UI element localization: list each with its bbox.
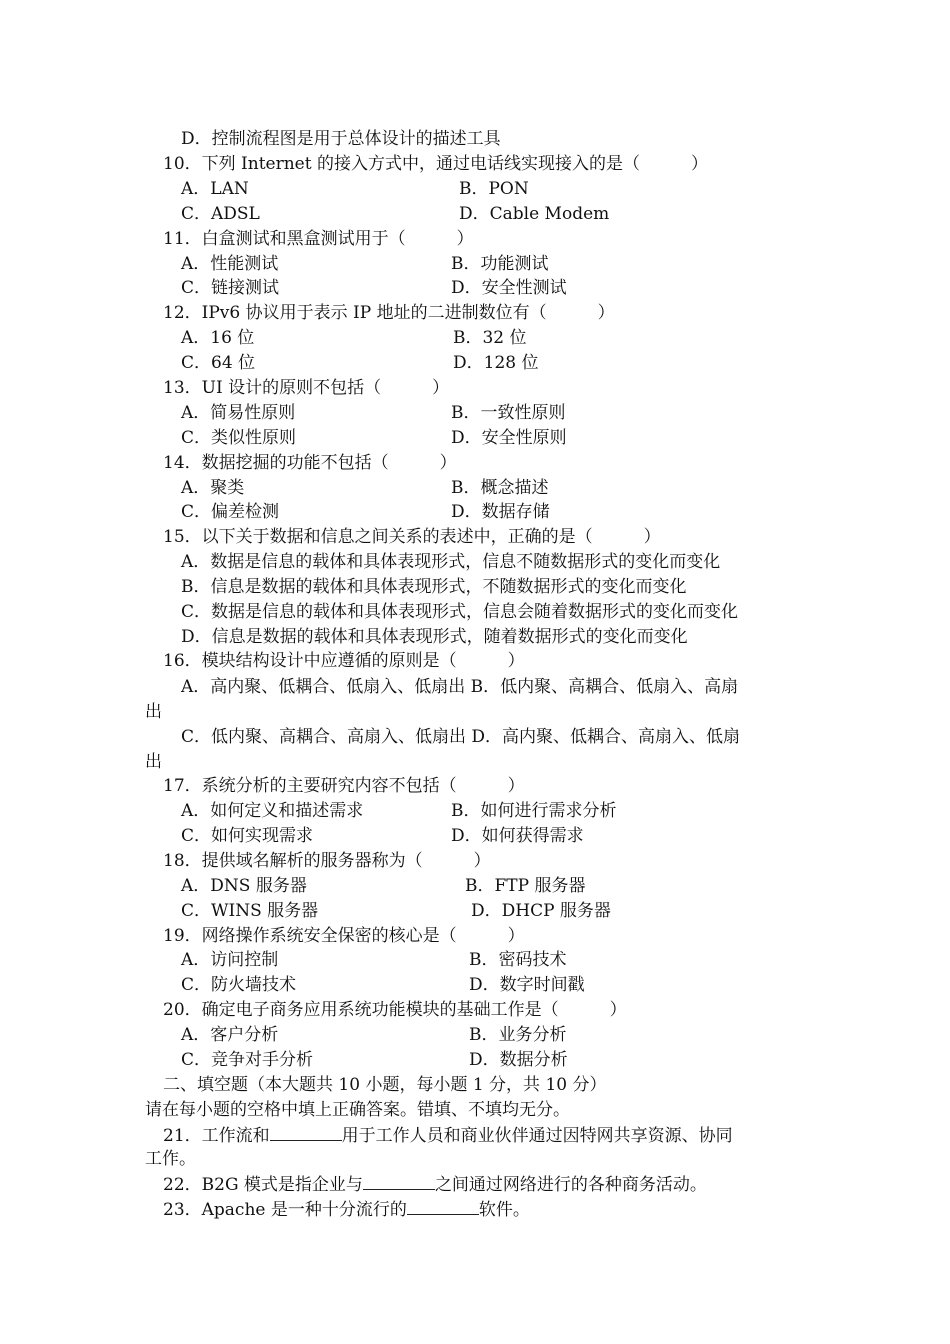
q19-stem: 19．网络操作系统安全保密的核心是（ ） [163, 926, 525, 946]
q11-option-a: A．性能测试 [181, 254, 279, 274]
q16-stem: 16．模块结构设计中应遵循的原则是（ ） [163, 651, 525, 671]
q19-option-c: C．防火墙技术 [181, 975, 297, 995]
q20-option-c: C．竞争对手分析 [181, 1050, 314, 1070]
q21-text-before: 21．工作流和 [163, 1126, 270, 1146]
q11-option-b: B．功能测试 [451, 254, 549, 274]
q14-option-c: C．偏差检测 [181, 502, 280, 522]
q17-option-a: A．如何定义和描述需求 [181, 801, 364, 821]
q19-option-d: D．数字时间戳 [469, 975, 585, 995]
q18-option-a: A．DNS 服务器 [181, 876, 307, 896]
q18-option-d: D．DHCP 服务器 [471, 901, 611, 921]
q17-stem: 17．系统分析的主要研究内容不包括（ ） [163, 776, 525, 796]
q17-option-d: D．如何获得需求 [451, 826, 584, 846]
q15-option-a: A．数据是信息的载体和具体表现形式，信息不随数据形式的变化而变化 [181, 552, 721, 572]
q22-line [163, 1173, 707, 1196]
q13-option-d: D．安全性原则 [451, 428, 567, 448]
q20-option-a: A．客户分析 [181, 1025, 279, 1045]
q19-option-a: A．访问控制 [181, 950, 279, 970]
q14-stem: 14．数据挖掘的功能不包括（ ） [163, 453, 457, 473]
q16-options-ab: A．高内聚、低耦合、低扇入、低扇出 B．低内聚、高耦合、低扇入、高扇 [181, 677, 739, 697]
q23-text-before: 23．Apache 是一种十分流行的 [163, 1200, 407, 1220]
q21-line [163, 1124, 733, 1147]
q10-option-b: B．PON [459, 179, 529, 199]
q16-options-cd: C．低内聚、高耦合、高扇入、低扇出 D．高内聚、低耦合、高扇入、低扇 [181, 727, 741, 747]
q20-option-d: D．数据分析 [469, 1050, 568, 1070]
q13-option-a: A．简易性原则 [181, 403, 296, 423]
q14-option-a: A．聚类 [181, 478, 245, 498]
q13-option-b: B．一致性原则 [451, 403, 566, 423]
section-two-instruction: 请在每小题的空格中填上正确答案。错填、不填均无分。 [145, 1100, 570, 1120]
q12-option-b: B．32 位 [453, 328, 527, 348]
q14-option-d: D．数据存储 [451, 502, 550, 522]
q10-option-c: C．ADSL [181, 204, 260, 224]
q12-option-c: C．64 位 [181, 353, 256, 373]
q18-stem: 18．提供域名解析的服务器称为（ ） [163, 851, 491, 871]
q12-option-a: A．16 位 [181, 328, 255, 348]
q11-option-c: C．链接测试 [181, 278, 280, 298]
q15-option-c: C．数据是信息的载体和具体表现形式，信息会随着数据形式的变化而变化 [181, 602, 739, 622]
q17-option-b: B．如何进行需求分析 [451, 801, 617, 821]
q15-option-b: B．信息是数据的载体和具体表现形式，不随数据形式的变化而变化 [181, 577, 687, 597]
q23-line [163, 1198, 530, 1221]
q11-stem: 11．白盒测试和黑盒测试用于（ ） [163, 229, 474, 249]
q21-text-after: 用于工作人员和商业伙伴通过因特网共享资源、协同 [341, 1126, 733, 1146]
q23-text-after: 软件。 [478, 1200, 530, 1220]
q13-stem: 13．UI 设计的原则不包括（ ） [163, 378, 450, 398]
q12-stem: 12．IPv6 协议用于表示 IP 地址的二进制数位有（ ） [163, 303, 615, 323]
q22-blank [363, 1173, 435, 1190]
q11-option-d: D．安全性测试 [451, 278, 567, 298]
section-two-title: 二、填空题（本大题共 10 小题，每小题 1 分，共 10 分） [163, 1075, 607, 1095]
q10-option-a: A．LAN [181, 179, 249, 199]
q16-options-ab-wrap: 出 [145, 702, 162, 722]
q15-option-d: D．信息是数据的载体和具体表现形式，随着数据形式的变化而变化 [181, 627, 688, 647]
q17-option-c: C．如何实现需求 [181, 826, 314, 846]
q10-option-d: D．Cable Modem [459, 204, 610, 224]
q22-text-after: 之间通过网络进行的各种商务活动。 [434, 1175, 707, 1195]
q19-option-b: B．密码技术 [469, 950, 567, 970]
q16-options-cd-wrap: 出 [145, 752, 162, 772]
q22-text-before: 22．B2G 模式是指企业与 [163, 1175, 363, 1195]
q23-blank [407, 1198, 479, 1215]
q21-blank [270, 1124, 342, 1141]
q20-option-b: B．业务分析 [469, 1025, 567, 1045]
q12-option-d: D．128 位 [453, 353, 539, 373]
q14-option-b: B．概念描述 [451, 478, 549, 498]
q13-option-c: C．类似性原则 [181, 428, 297, 448]
q21-wrap: 工作。 [145, 1149, 196, 1169]
q15-stem: 15．以下关于数据和信息之间关系的表述中，正确的是（ ） [163, 527, 661, 547]
q18-option-c: C．WINS 服务器 [181, 901, 319, 921]
q9-option-d: D．控制流程图是用于总体设计的描述工具 [181, 129, 501, 149]
q18-option-b: B．FTP 服务器 [465, 876, 586, 896]
q10-stem: 10．下列 Internet 的接入方式中，通过电话线实现接入的是（ ） [163, 154, 708, 174]
q20-stem: 20．确定电子商务应用系统功能模块的基础工作是（ ） [163, 1000, 627, 1020]
